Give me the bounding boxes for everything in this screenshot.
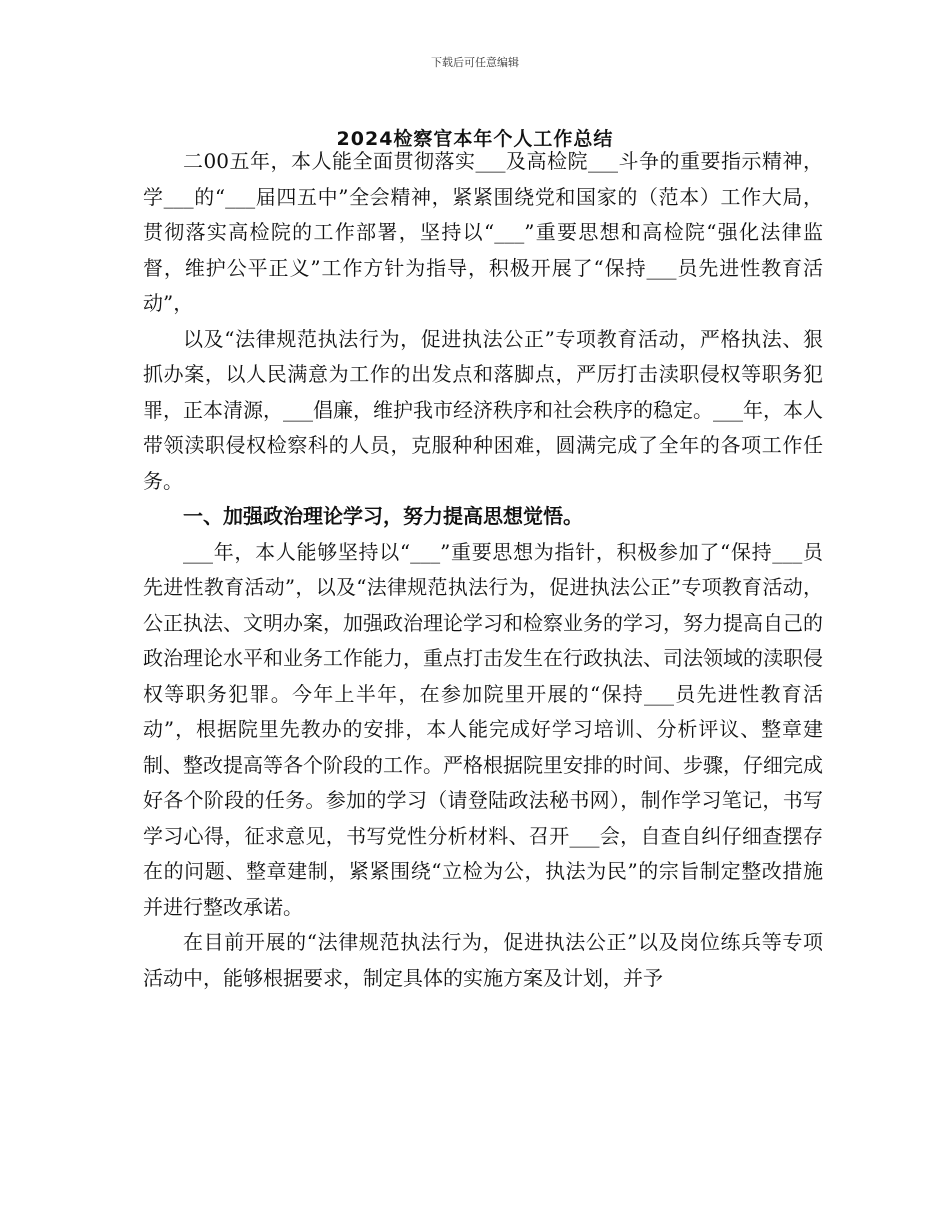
paragraph: 在目前开展的“法律规范执法行为，促进执法公正”以及岗位练兵等专项活动中，能够根据要求，制定具体的实施方案及计划，并予 bbox=[143, 930, 823, 990]
paragraph: 以及“法律规范执法行为，促进执法公正”专项教育活动，严格执法、狠抓办案，以人民满意为工作的出发点和落脚点，严厉打击渎职侵权等职务犯罪，正本清源，___倡廉，维护我市经济秩序和社会秩序的稳定。___年，本人带领渎职侵权检察科的人员，克服种种困难，圆满完成了全年的各项工作任务。 bbox=[143, 326, 823, 493]
header-note: 下载后可任意编辑 bbox=[431, 56, 519, 69]
section-heading: 一、加强政治理论学习，努力提高思想觉悟。 bbox=[183, 504, 583, 528]
document-body bbox=[143, 144, 823, 996]
document-title: 2024检察官本年个人工作总结 bbox=[336, 128, 614, 150]
paragraph: 二00五年，本人能全面贯彻落实___及高检院___斗争的重要指示精神，学___的“___届四五中”全会精神，紧紧围绕党和国家的（范本）工作大局，贯彻落实高检院的工作部署，坚持以“___”重要思想和高检院“强化法律监督，维护公平正义”工作方针为指导，积极开展了“保持___员先进性教育活动”， bbox=[143, 149, 823, 315]
paragraph: ___年，本人能够坚持以“___”重要思想为指针，积极参加了“保持___员先进性教育活动”，以及“法律规范执法行为，促进执法公正”专项教育活动，公正执法、文明办案，加强政治理论学习和检察业务的学习，努力提高自己的政治理论水平和业务工作能力，重点打击发生在行政执法、司法领域的渎职侵权等职务犯罪。今年上半年，在参加院里开展的“保持___员先进性教育活动”，根据院里先教办的安排，本人能完成好学习培训、分析评议、整章建制、整改提高等各个阶段的工作。严格根据院里安排的时间、步骤，仔细完成好各个阶段的任务。参加的学习（请登陆政法秘书网），制作学习笔记，书写学习心得，征求意见，书写党性分析材料、召开___会，自查自纠仔细查摆存在的问题、整章建制，紧紧围绕“立检为公，执法为民”的宗旨制定整改措施并进行整改承诺。 bbox=[143, 539, 823, 919]
